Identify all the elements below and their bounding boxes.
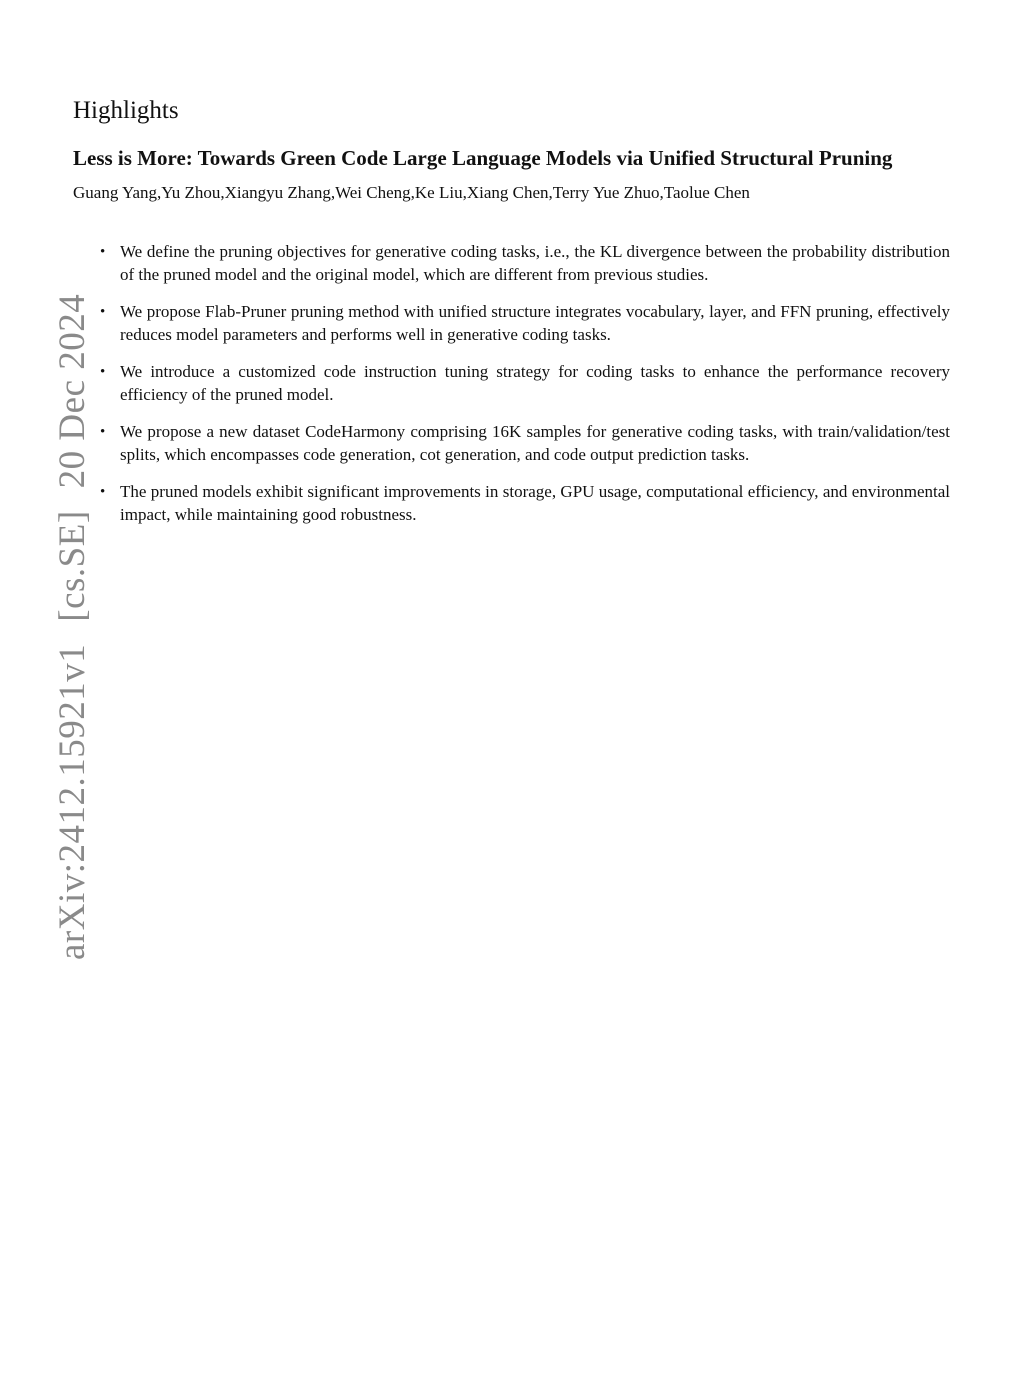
highlight-item — [100, 241, 950, 286]
bullet-icon: • — [100, 484, 106, 500]
highlights-heading: Highlights — [73, 97, 179, 124]
author-list: Guang Yang,Yu Zhou,Xiangyu Zhang,Wei Cheng,Ke Liu,Xiang Chen,Terry Yue Zhuo,Taolue Chen — [73, 183, 750, 202]
highlight-text: We propose Flab-Pruner pruning method with unified structure integrates vocabulary, layer, and FFN pruning, effectively reduces model parameters and performs well in generative coding tasks. — [120, 302, 950, 344]
arxiv-category: [cs.SE] — [52, 510, 93, 622]
highlight-item — [100, 421, 950, 466]
highlight-item — [100, 361, 950, 406]
bullet-icon: • — [100, 304, 106, 320]
highlight-text: The pruned models exhibit significant improvements in storage, GPU usage, computational efficiency, and environmental impact, while maintaining good robustness. — [120, 482, 950, 524]
highlight-text: We define the pruning objectives for generative coding tasks, i.e., the KL divergence between the probability distribution of the pruned model and the original model, which are different from previous studies. — [120, 242, 950, 284]
bullet-icon: • — [100, 424, 106, 440]
highlights-list — [100, 241, 950, 541]
highlight-item — [100, 481, 950, 526]
highlight-text: We propose a new dataset CodeHarmony comprising 16K samples for generative coding tasks, with train/validation/test splits, which encompasses code generation, cot generation, and code output prediction tasks. — [120, 422, 950, 464]
bullet-icon: • — [100, 244, 106, 260]
arxiv-date: 20 Dec 2024 — [52, 293, 93, 489]
arxiv-id: arXiv:2412.15921v1 — [52, 643, 93, 960]
highlight-text: We introduce a customized code instruction tuning strategy for coding tasks to enhance the performance recovery efficiency of the pruned model. — [120, 362, 950, 404]
highlight-item — [100, 301, 950, 346]
bullet-icon: • — [100, 364, 106, 380]
paper-title: Less is More: Towards Green Code Large Language Models via Unified Structural Pruning — [73, 146, 893, 170]
arxiv-sidebar-stamp — [54, 294, 91, 960]
